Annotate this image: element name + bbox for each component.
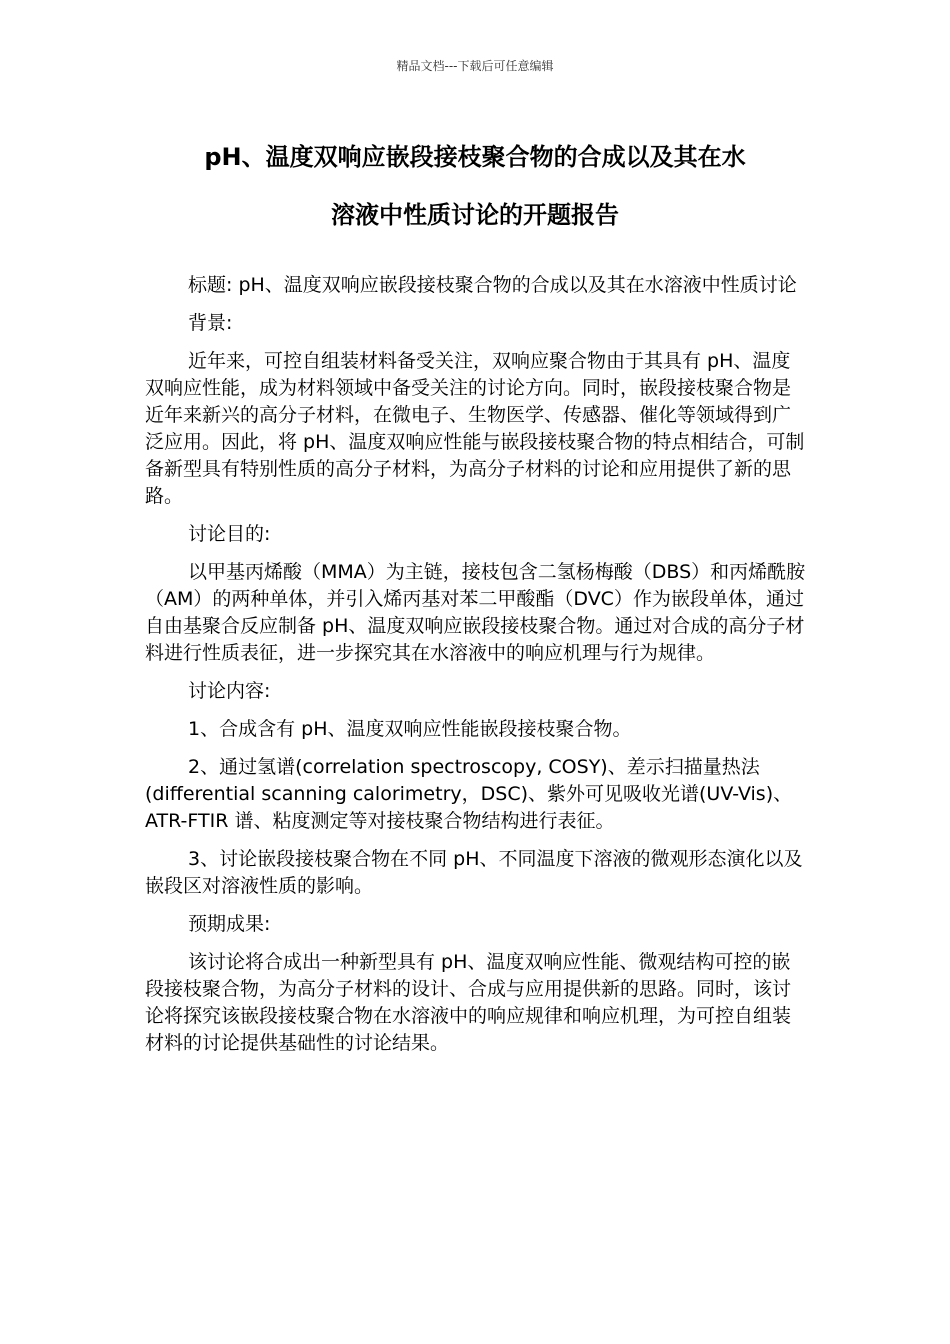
title-line-1: pH、温度双响应嵌段接枝聚合物的合成以及其在水	[204, 143, 746, 171]
title-paragraph: 标题: pH、温度双响应嵌段接枝聚合物的合成以及其在水溶液中性质讨论	[188, 274, 797, 296]
section-heading-purpose: 讨论目的:	[188, 523, 271, 545]
content-item-3: 3、讨论嵌段接枝聚合物在不同 pH、不同温度下溶液的微观形态演化以及嵌段区对溶液性质的影响。	[145, 848, 803, 897]
document-body	[145, 272, 807, 1068]
section-heading-background: 背景:	[188, 312, 233, 334]
content-item-1: 1、合成含有 pH、温度双响应性能嵌段接枝聚合物。	[188, 718, 632, 740]
background-paragraph: 近年来，可控自组装材料备受关注，双响应聚合物由于其具有 pH、温度双响应性能，成为材料领域中备受关注的讨论方向。同时，嵌段接枝聚合物是近年来新兴的高分子材料，在微电子、生物医学、传感器、催化等领域得到广泛应用。因此，将 pH、温度双响应性能与嵌段接枝聚合物的特点相结合，可制备新型具有特别性质的高分子材料，为高分子材料的讨论和应用提供了新的思路。	[145, 350, 805, 507]
title-line-2: 溶液中性质讨论的开题报告	[331, 201, 619, 229]
section-heading-content: 讨论内容:	[188, 680, 271, 702]
results-paragraph: 该讨论将合成出一种新型具有 pH、温度双响应性能、微观结构可控的嵌段接枝聚合物，为高分子材料的设计、合成与应用提供新的思路。同时，该讨论将探究该嵌段接枝聚合物在水溶液中的响应规律和响应机理，为可控自组装材料的讨论提供基础性的讨论结果。	[145, 951, 792, 1054]
section-heading-results: 预期成果:	[188, 913, 271, 935]
content-item-2: 2、通过氢谱(correlation spectroscopy, COSY)、差示扫描量热法(differential scanning calorimetry，DSC)、紫外可见吸收光谱(UV-Vis)、ATR-FTIR 谱、粘度测定等对接枝聚合物结构进行表征。	[145, 756, 793, 832]
header-note: 精品文档---下载后可任意编辑	[396, 59, 554, 73]
document-title	[110, 128, 840, 244]
purpose-paragraph: 以甲基丙烯酸（MMA）为主链，接枝包含二氢杨梅酸（DBS）和丙烯酰胺（AM）的两种单体，并引入烯丙基对苯二甲酸酯（DVC）作为嵌段单体，通过自由基聚合反应制备 pH、温度双响应嵌段接枝聚合物。通过对合成的高分子材料进行性质表征，进一步探究其在水溶液中的响应机理与行为规律。	[145, 561, 806, 664]
